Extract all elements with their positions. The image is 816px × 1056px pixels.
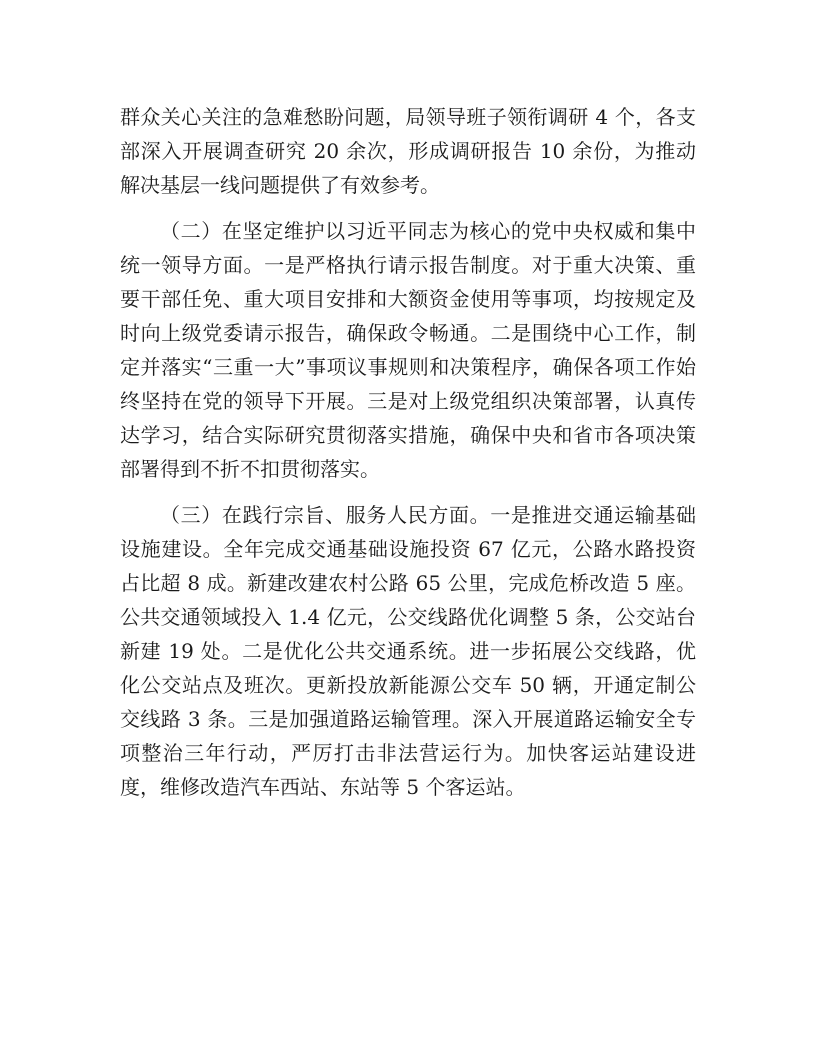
document-body [120,100,696,816]
paragraph-continuation: 群众关心关注的急难愁盼问题，局领导班子领衔调研 4 个，各支部深入开展调查研究 20 余次，形成调研报告 10 余份，为推动解决基层一线问题提供了有效参考。 [120,105,696,197]
paragraph-section-3: （三）在践行宗旨、服务人民方面。一是推进交通运输基础设施建设。全年完成交通基础设施投资 67 亿元，公路水路投资占比超 8 成。新建改建农村公路 65 公里，完成危桥改造 5 座。公共交通领域投入 1.4 亿元，公交线路优化调整 5 条，公交站台新建 19 处。二是优化公共交通系统。进一步拓展公交线路，优化公交站点及班次。更新投放新能源公交车 50 辆，开通定制公交线路 3 条。三是加强道路运输管理。深入开展道路运输安全专项整治三年行动，严厉打击非法营运行为。加快客运站建设进度，维修改造汽车西站、东站等 5 个客运站。 [120,503,696,799]
paragraph-section-2: （二）在坚定维护以习近平同志为核心的党中央权威和集中统一领导方面。一是严格执行请示报告制度。对于重大决策、重要干部任免、重大项目安排和大额资金使用等事项，均按规定及时向上级党委请示报告，确保政令畅通。二是围绕中心工作，制定并落实“三重一大”事项议事规则和决策程序，确保各项工作始终坚持在党的领导下开展。三是对上级党组织决策部署，认真传达学习，结合实际研究贯彻落实措施，确保中央和省市各项决策部署得到不折不扣贯彻落实。 [120,219,696,481]
